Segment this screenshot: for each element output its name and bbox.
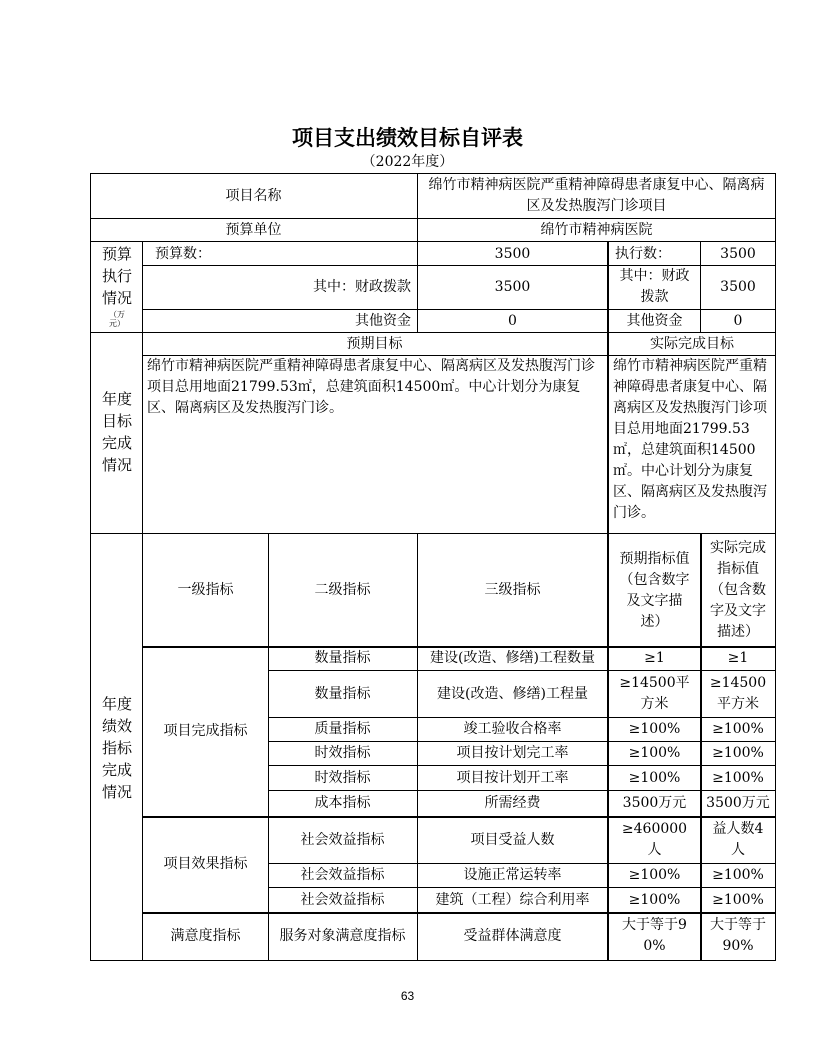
row-actual: 益人数4人	[712, 821, 764, 858]
row-level3: 项目按计划开工率	[456, 769, 569, 786]
other-funds-value: 0	[508, 312, 517, 329]
grid-line	[142, 309, 776, 310]
grid-line	[90, 173, 776, 174]
grid-line	[268, 670, 776, 671]
grid-line	[90, 218, 776, 219]
grid-line	[90, 960, 776, 961]
grid-line	[268, 765, 776, 766]
row-level2: 服务对象满意度指标	[279, 927, 406, 944]
expected-goal-header: 预期目标	[346, 335, 403, 352]
row-level3: 项目受益人数	[470, 831, 555, 848]
grid-line	[268, 717, 776, 718]
budget-section-label: 预算执行情况	[102, 245, 133, 307]
grid-line	[142, 912, 776, 914]
fiscal-label-right: 其中：财政拨款	[619, 268, 690, 305]
row-expected: 大于等于90%	[622, 917, 687, 954]
budget-amount-label: 预算数：	[155, 245, 211, 262]
grid-line	[268, 790, 776, 791]
header-actual: 实际完成指标值（包含数字及文字描述）	[710, 540, 766, 640]
row-expected: ≥460000人	[621, 821, 688, 858]
indicators-section-label: 年度绩效指标完成情况	[102, 695, 133, 801]
grid-line	[142, 333, 143, 533]
row-actual: ≥100%	[712, 891, 764, 908]
row-expected: ≥100%	[628, 745, 681, 761]
header-level3: 三级指标	[484, 582, 541, 598]
row-level2: 时效指标	[314, 745, 371, 761]
budget-unit-note: （万元）	[109, 310, 125, 328]
project-name-value: 绵竹市精神病医院严重精神障碍患者康复中心、隔离病区及发热腹泻门诊项目	[428, 177, 765, 214]
header-level1: 一级指标	[177, 582, 234, 598]
row-level2: 社会效益指标	[300, 867, 385, 883]
row-expected: ≥100%	[628, 721, 681, 737]
other-funds-label: 其他资金	[355, 312, 411, 329]
row-actual: ≥100%	[712, 867, 764, 883]
row-level3: 所需经费	[484, 795, 541, 811]
row-expected: ≥100%	[628, 769, 681, 786]
grid-line	[268, 741, 776, 742]
grid-line	[268, 533, 269, 960]
page-title: 项目支出绩效目标自评表	[292, 126, 523, 150]
grid-line	[90, 173, 91, 961]
row-level3: 设施正常运转率	[463, 867, 562, 883]
grid-line	[142, 816, 776, 818]
grid-line	[142, 265, 776, 266]
grid-line	[90, 533, 776, 534]
actual-goal-text: 绵竹市精神病医院严重精神障碍患者康复中心、隔离病区及发热腹泻门诊项目总用地面21799.53㎡，总建筑面积14500㎡。中心计划分为康复区、隔离病区及发热腹泻门诊。	[613, 358, 767, 521]
grid-line	[142, 242, 143, 333]
row-level2: 时效指标	[314, 769, 371, 786]
grid-line	[417, 173, 418, 241]
budget-amount-value: 3500	[494, 245, 531, 262]
row-level3: 受益群体满意度	[463, 927, 562, 944]
group-effect: 项目效果指标	[163, 856, 248, 872]
grid-line	[142, 533, 143, 960]
grid-line	[775, 173, 776, 961]
row-level3: 建设(改造、修缮)工程数量	[430, 650, 595, 666]
row-actual: ≥14500平方米	[709, 675, 767, 712]
grid-line	[607, 533, 609, 960]
row-level2: 社会效益指标	[300, 831, 385, 848]
row-level2: 社会效益指标	[300, 891, 385, 908]
grid-line	[700, 533, 702, 960]
row-level2: 数量指标	[314, 685, 371, 702]
fiscal-exec-value: 3500	[720, 278, 756, 295]
group-satisfaction: 满意度指标	[170, 927, 241, 944]
actual-goal-header: 实际完成目标	[650, 335, 734, 352]
row-actual: 大于等于90%	[710, 917, 766, 954]
budget-unit-label: 预算单位	[225, 221, 282, 238]
row-level3: 建筑（工程）综合利用率	[435, 891, 590, 908]
grid-line	[268, 863, 776, 864]
grid-line	[90, 332, 776, 333]
budget-unit-value: 绵竹市精神病医院	[540, 221, 653, 238]
row-expected: ≥100%	[628, 891, 681, 908]
other-funds-exec-value: 0	[733, 312, 743, 329]
row-actual: ≥100%	[712, 721, 764, 737]
annual-goal-label: 年度目标完成情况	[102, 390, 133, 474]
header-expected: 预期指标值（包含数字及文字描述）	[619, 550, 690, 630]
row-level2: 质量指标	[314, 721, 371, 737]
row-expected: 3500万元	[622, 795, 687, 811]
grid-line	[268, 887, 776, 888]
fiscal-label: 其中：财政拨款	[313, 278, 411, 295]
row-level2: 数量指标	[314, 650, 371, 666]
project-name-label: 项目名称	[225, 187, 282, 204]
grid-line	[417, 242, 418, 333]
row-expected: ≥14500平方米	[619, 675, 690, 712]
header-level2: 二级指标	[314, 582, 371, 598]
page-subtitle: （2022年度）	[361, 154, 454, 170]
row-expected: ≥1	[644, 650, 665, 666]
expected-goal-text: 绵竹市精神病医院严重精神障碍患者康复中心、隔离病区及发热腹泻门诊项目总用地面21799.53㎡，总建筑面积14500㎡。中心计划分为康复区、隔离病区及发热腹泻门诊。	[147, 358, 595, 416]
grid-line	[607, 333, 609, 533]
page-number: 63	[400, 989, 415, 1003]
other-funds-label-right: 其他资金	[626, 312, 683, 329]
exec-amount-value: 3500	[720, 245, 756, 262]
row-level3: 竣工验收合格率	[463, 721, 562, 737]
grid-line	[607, 242, 609, 333]
grid-line	[142, 355, 776, 356]
grid-line	[417, 533, 418, 960]
grid-line	[90, 241, 776, 242]
row-actual: ≥100%	[712, 745, 764, 761]
exec-amount-label: 执行数：	[615, 245, 671, 262]
row-actual: ≥100%	[712, 769, 764, 786]
row-actual: 3500万元	[706, 795, 770, 811]
row-level3: 建设(改造、修缮)工程量	[437, 685, 588, 702]
group-completion: 项目完成指标	[163, 723, 248, 739]
row-expected: ≥100%	[628, 867, 681, 883]
row-level3: 项目按计划完工率	[456, 745, 569, 761]
grid-line	[142, 646, 776, 648]
fiscal-budget-value: 3500	[494, 278, 531, 295]
grid-line	[700, 242, 701, 333]
row-actual: ≥1	[727, 650, 749, 666]
row-level2: 成本指标	[314, 795, 371, 811]
